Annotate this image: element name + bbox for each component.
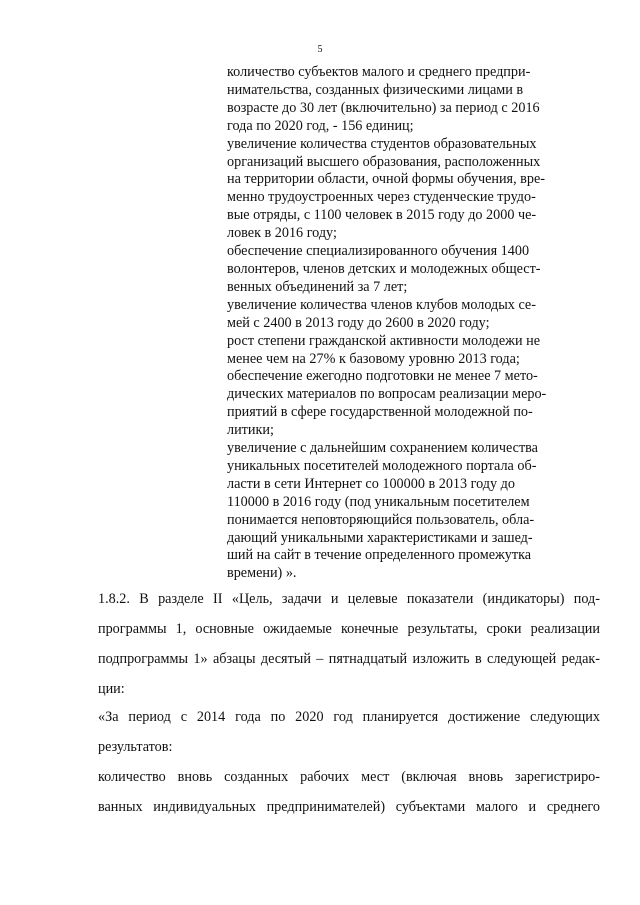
paragraph-amendment bbox=[98, 584, 600, 704]
text-line: ловек в 2016 году; bbox=[227, 225, 337, 242]
text-line: венных объединений за 7 лет; bbox=[227, 278, 408, 295]
text-line: вые отряды, с 1100 человек в 2015 году до 2000 че- bbox=[227, 207, 537, 224]
paragraph-jobs-created bbox=[98, 762, 600, 822]
text-line: подпрограммы 1» абзацы десятый – пятнадцатый изложить в следующей редак- bbox=[98, 651, 600, 667]
text-line: менно трудоустроенных через студенческие трудо- bbox=[227, 189, 536, 206]
text-line: «За период с 2014 года по 2020 год планируется достижение следующих bbox=[98, 709, 600, 725]
text-line: ласти в сети Интернет со 100000 в 2013 году до bbox=[227, 475, 515, 492]
text-line: ший на сайт в течение определенного промежутка bbox=[227, 547, 532, 564]
text-line: дических материалов по вопросам реализации меро- bbox=[227, 386, 547, 403]
text-line: организаций высшего образования, расположенных bbox=[227, 153, 541, 170]
text-line: программы 1, основные ожидаемые конечные результаты, сроки реализации bbox=[98, 621, 600, 637]
text-line: 110000 в 2016 году (под уникальным посетителем bbox=[227, 493, 530, 510]
text-line: понимается неповторяющийся пользователь, обла- bbox=[227, 511, 535, 528]
text-line: ции: bbox=[98, 681, 125, 697]
text-line: уникальных посетителей молодежного портала об- bbox=[227, 457, 537, 474]
text-line: возрасте до 30 лет (включительно) за период с 2016 bbox=[227, 99, 540, 116]
text-line: количество вновь созданных рабочих мест (включая вновь зарегистриро- bbox=[98, 769, 600, 785]
text-line: увеличение с дальнейшим сохранением количества bbox=[227, 440, 538, 457]
indented-quote-block bbox=[227, 64, 549, 583]
text-line: результатов: bbox=[98, 739, 173, 755]
text-line: ванных индивидуальных предпринимателей) субъектами малого и среднего bbox=[98, 799, 600, 815]
text-line: увеличение количества членов клубов молодых се- bbox=[227, 296, 536, 313]
text-line: мей с 2400 в 2013 году до 2600 в 2020 году; bbox=[227, 314, 490, 331]
page-number: 5 bbox=[317, 44, 323, 55]
text-line: приятий в сфере государственной молодежной по- bbox=[227, 404, 533, 421]
text-line: волонтеров, членов детских и молодежных общест- bbox=[227, 260, 541, 277]
text-line: рост степени гражданской активности молодежи не bbox=[227, 332, 540, 349]
text-line: на территории области, очной формы обучения, вре- bbox=[227, 171, 545, 188]
text-line: литики; bbox=[227, 422, 274, 439]
text-line: года по 2020 год, - 156 единиц; bbox=[227, 117, 414, 134]
text-line: увеличение количества студентов образовательных bbox=[227, 135, 537, 152]
paragraph-period-results bbox=[98, 702, 600, 762]
text-line: дающий уникальными характеристиками и зашед- bbox=[227, 529, 533, 546]
text-line: количество субъектов малого и среднего предпри- bbox=[227, 64, 531, 80]
text-line: 1.8.2. В разделе II «Цель, задачи и целевые показатели (индикаторы) под- bbox=[98, 591, 600, 607]
text-line: нимательства, созданных физическими лицами в bbox=[227, 81, 524, 98]
text-line: обеспечение специализированного обучения 1400 bbox=[227, 243, 530, 260]
text-line: обеспечение ежегодно подготовки не менее 7 мето- bbox=[227, 368, 538, 385]
text-line: менее чем на 27% к базовому уровню 2013 года; bbox=[227, 350, 520, 367]
text-line: времени) ». bbox=[227, 565, 297, 582]
